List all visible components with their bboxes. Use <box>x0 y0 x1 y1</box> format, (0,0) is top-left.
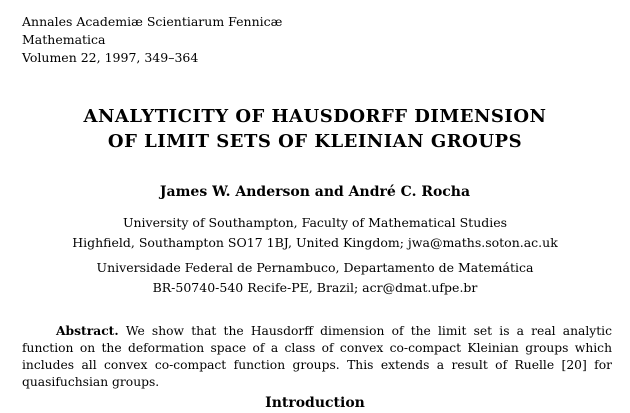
paper-title-line-1: ANALYTICITY OF HAUSDORFF DIMENSION <box>83 106 547 127</box>
journal-series: Mathematica <box>22 32 106 47</box>
abstract-label: Abstract. <box>56 323 119 338</box>
abstract-text: We show that the Hausdorff dimension of the limit set is a real analytic function on the deformation space of a class of convex co-compact Kleinian groups which includes all convex co-compact function groups. This extends a result of Ruelle [20] for quasifuchsian groups. <box>22 324 612 389</box>
journal-volume: Volumen 22, 1997, 349–364 <box>22 50 199 65</box>
affiliation-1-line-2: Highfield, Southampton SO17 1BJ, United Kingdom; jwa@maths.soton.ac.uk <box>72 235 558 250</box>
affiliation-2-line-2: BR-50740-540 Recife-PE, Brazil; acr@dmat.ufpe.br <box>152 280 478 295</box>
affiliations <box>0 213 630 298</box>
journal-name: Annales Academiæ Scientiarum Fennicæ <box>22 14 283 29</box>
paper-title-line-2: OF LIMIT SETS OF KLEINIAN GROUPS <box>107 131 523 152</box>
affiliation-2-line-1: Universidade Federal de Pernambuco, Departamento de Matemática <box>96 260 534 275</box>
author-list: James W. Anderson and André C. Rocha <box>159 184 471 200</box>
affiliation-1-line-1: University of Southampton, Faculty of Mathematical Studies <box>122 215 508 230</box>
abstract <box>22 322 612 391</box>
section-heading-introduction: Introduction <box>265 395 365 411</box>
journal-header <box>22 13 282 67</box>
paper-title <box>0 104 630 154</box>
